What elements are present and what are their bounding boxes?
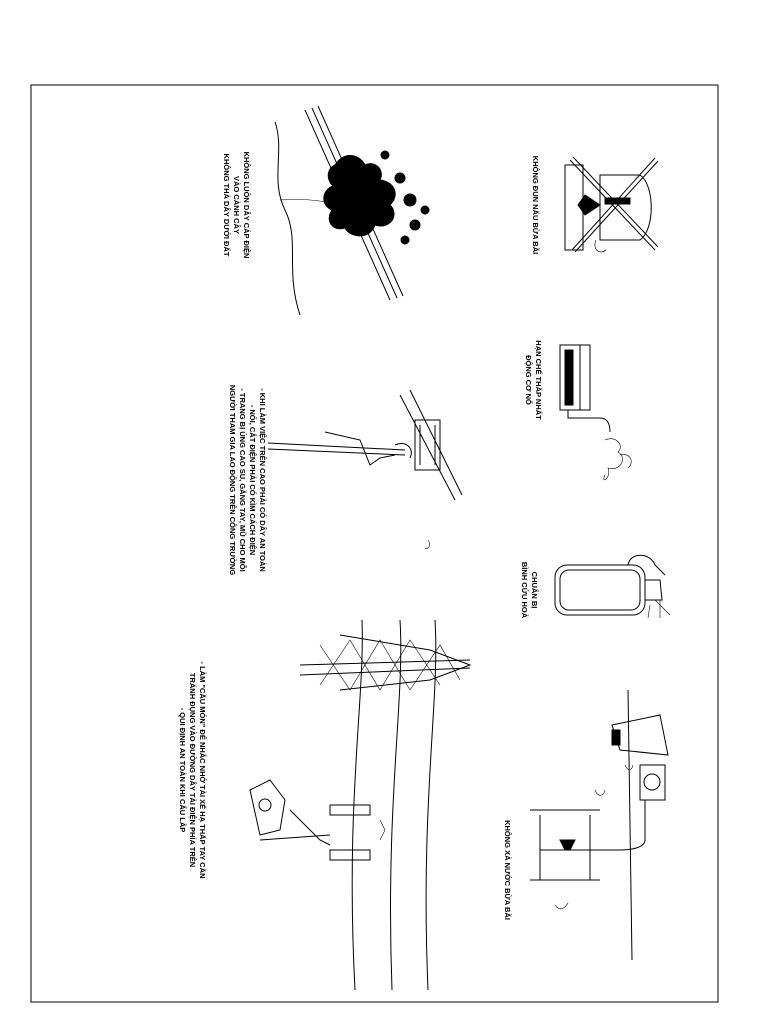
extinguisher-note-line1: CHUẨN BỊ [530,571,539,609]
tree-cable-illustration [222,106,429,315]
tree-note-line3: KHÔNG THẢ DÂY DƯỚI ĐẤT [222,153,231,257]
water-discharge-illustration [503,690,668,960]
no-water-discharge-note: KHÔNG XẢ NƯỚC BỪA BÃI [503,820,512,920]
extinguisher-note-line2: BÌNH CỨU HOẢ [520,561,529,619]
no-cooking-illustration [531,156,658,254]
engine-note-line2: ĐỘNG CƠ NỔ [524,355,533,405]
height-rule-1: - KHI LÀM VIỆC TRÊN CAO PHẢI CÓ DÂY AN TOÀN [258,388,267,572]
height-rule-4: NGƯỜI THAM GIA LAO ĐỘNG TRÊN CÔNG TRƯỜNG [228,384,237,576]
height-rule-2: - NỐI, CẮT ĐIỆN PHẢI CÓ KÌM CÁCH ĐIỆN [248,404,257,556]
crane-rule-1: - LÀM "CẦU MÓN" ĐỂ NHẮC NHỞ TÀI XẾ HẠ THẤP TAY CẦN [198,661,207,879]
transmission-tower-illustration [178,620,470,990]
tree-icon [324,151,429,244]
engine-illustration [524,340,631,480]
engine-note-line1: HẠN CHẾ THẤP NHẤT [534,340,543,420]
crane-rule-2: TRÁNH ĐỤNG VÀO ĐƯỜNG DÂY TẢI ĐIỆN PHÍA TRÊN [188,672,197,868]
fire-extinguisher-illustration [520,555,670,618]
height-rule-3: - TRANG BỊ ỦNG CAO SU, GĂNG TAY, MŨ CHO MỖI [238,388,247,572]
no-cooking-note: KHÔNG ĐUN NẤU BỪA BÃI [531,155,540,255]
crane-rule-3: - QUI ĐỊNH AN TOÀN KHI CẨU LẮP [178,707,187,833]
tree-note-line2: VÀO CÀNH CÂY [232,176,241,234]
tree-note-line1: KHÔNG LUỒN DÂY CÁP ĐIỆN [242,151,251,259]
utility-pole-illustration [228,385,462,576]
